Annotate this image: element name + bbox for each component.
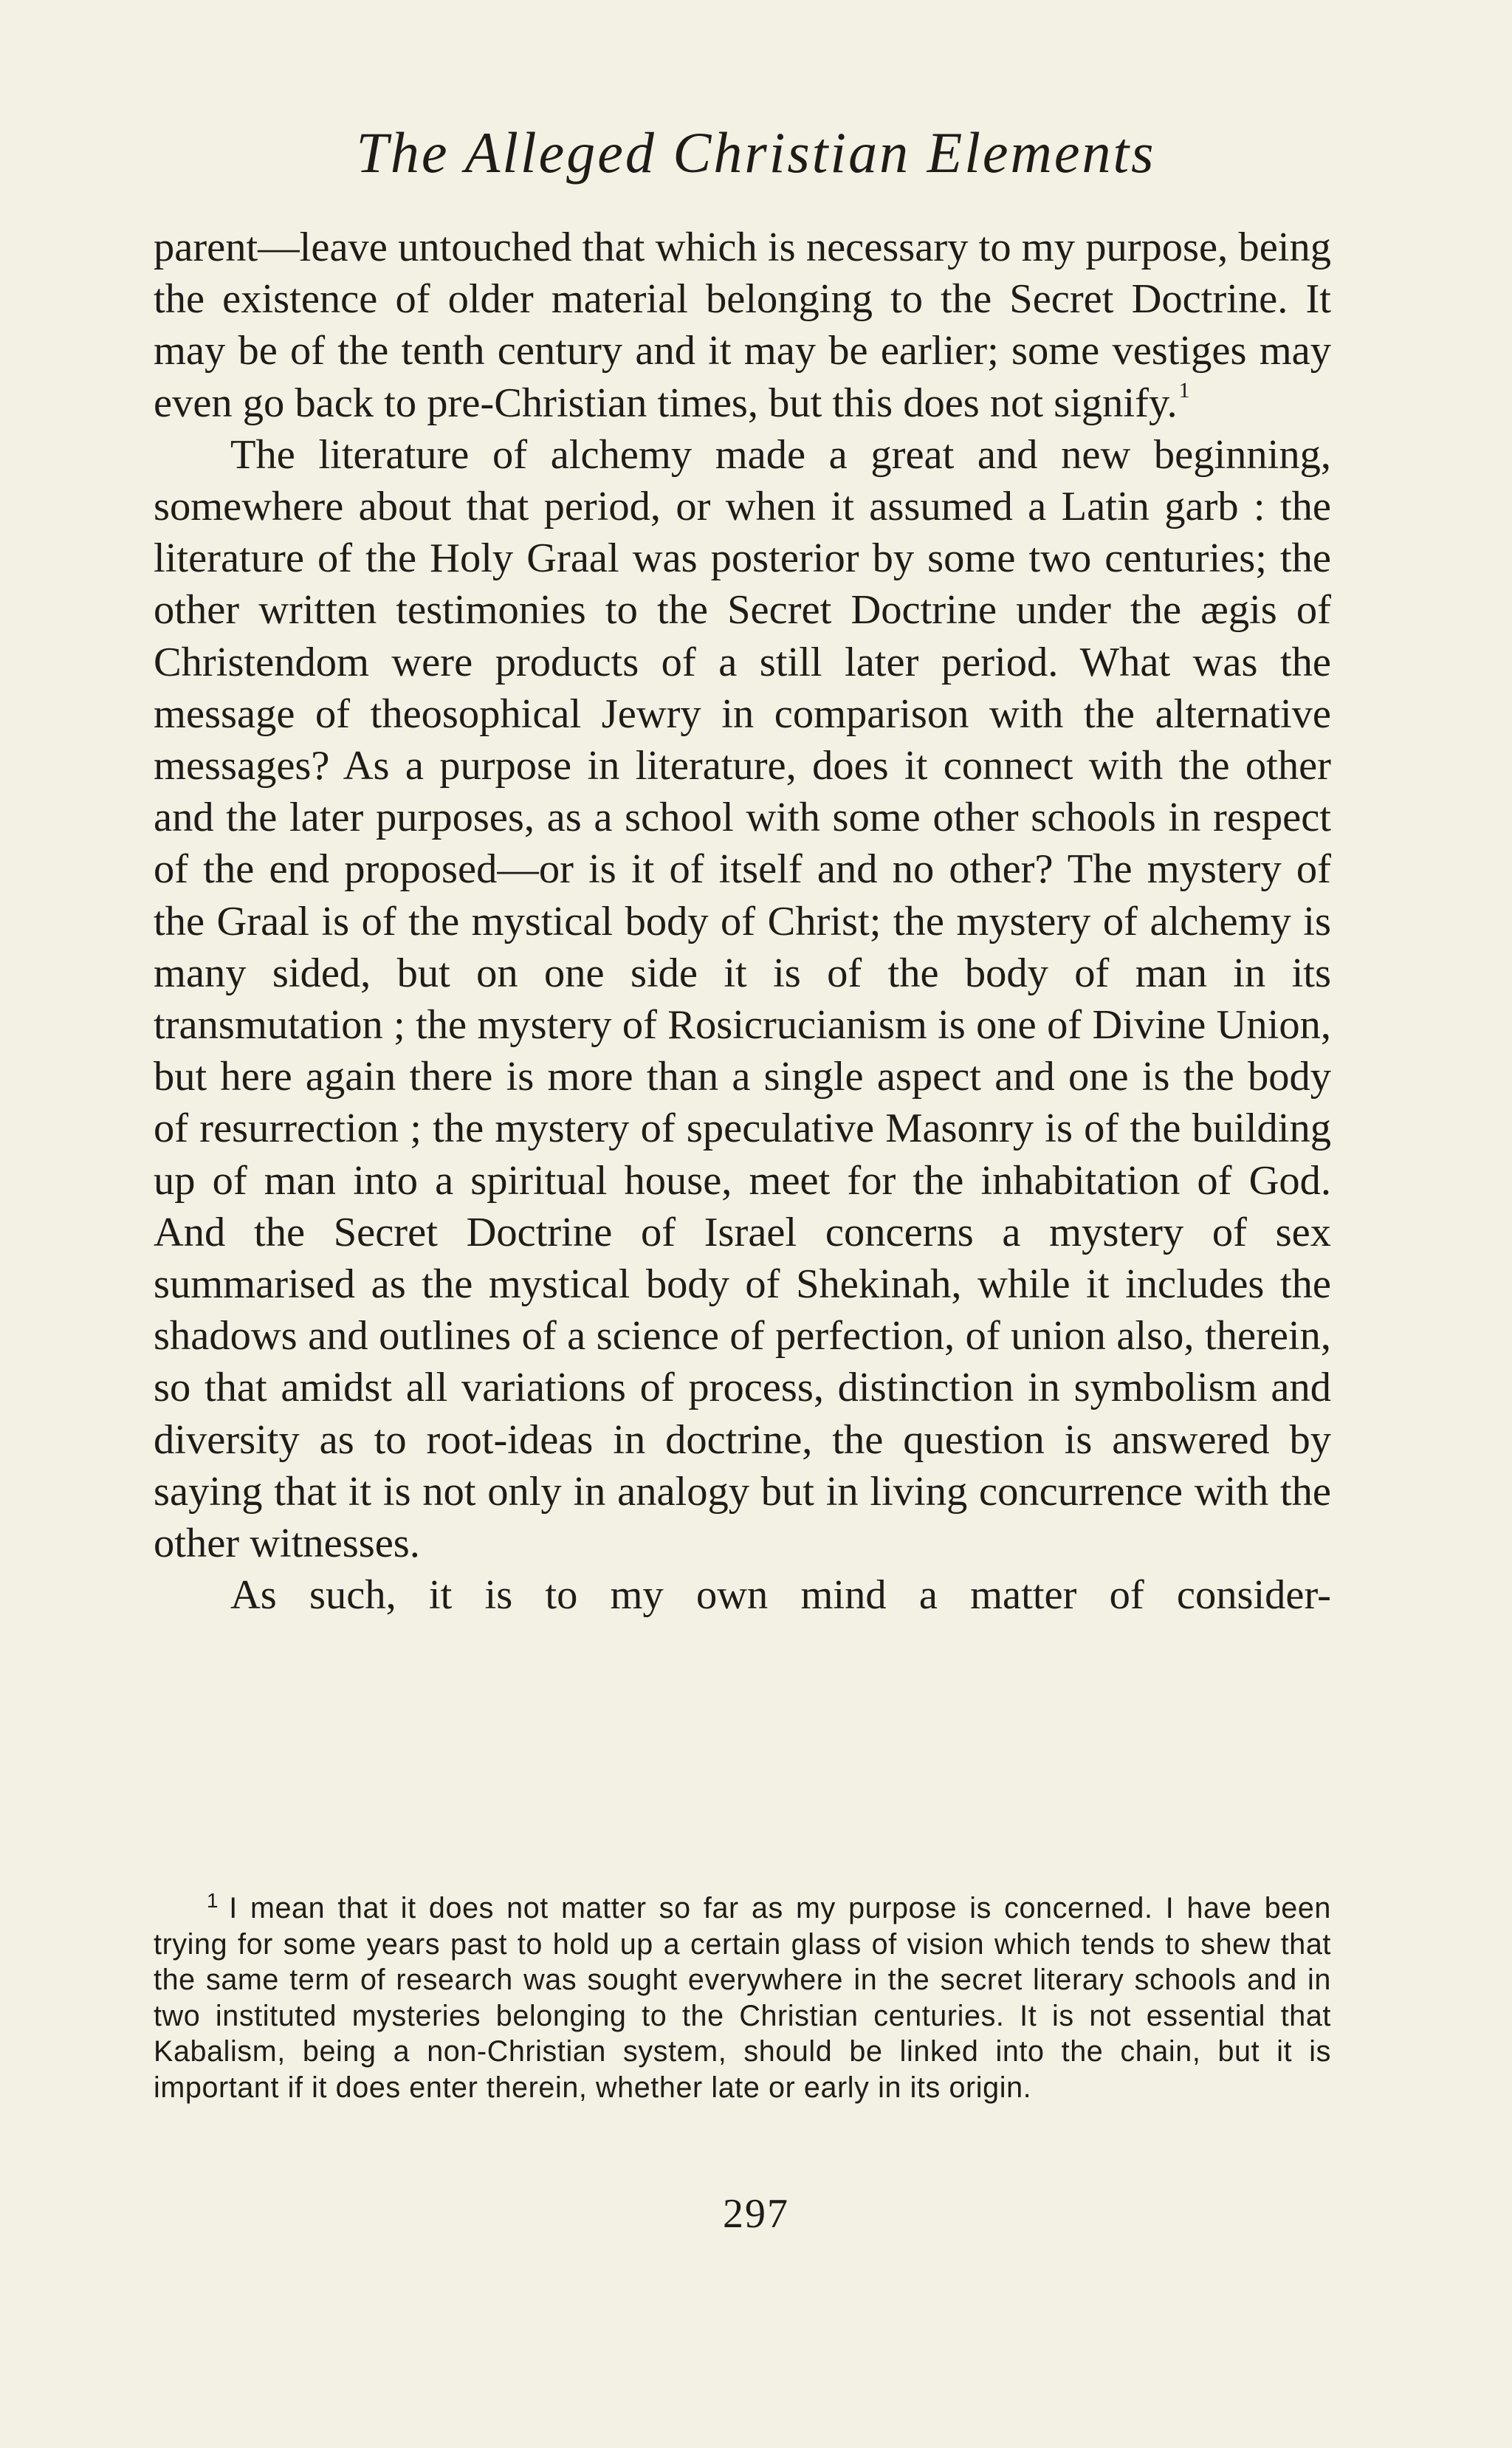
footnote: [154, 1890, 1331, 2105]
footnote-reference: 1: [1178, 377, 1190, 402]
paragraph-3: As such, it is to my own mind a matter of consider-: [230, 1572, 1331, 1619]
running-head: The Alleged Christian Elements: [356, 120, 1156, 185]
paragraph-2: The literature of alchemy made a great and new beginning, somewhere about that period, or when it assumed a Latin garb : the literature of the Holy Graal was posterior by some two centuries; the other written testimonies to the Secret Doctrine under the ægis of Christendom were products of a still later period. What was the message of theosophical Jewry in comparison with the alternative messages? As a purpose in literature, does it connect with the other and the later purposes, as a school with some other schools in respect of the end proposed—or is it of itself and no other? The mystery of the Graal is of the mystical body of Christ; the mystery of alchemy is many sided, but on one side it is of the body of man in its transmutation ; the mystery of Rosicrucianism is one of Divine Union, but here again there is more than a single aspect and one is the body of resurrection ; the mystery of speculative Masonry is of the building up of man into a spiritual house, meet for the inhabitation of God. And the Secret Doctrine of Israel concerns a mystery of sex summarised as the mystical body of Shekinah, while it includes the shadows and outlines of a science of perfection, of union also, therein, so that amidst all variations of process, distinction in symbolism and diversity as to root-ideas in doctrine, the question is answered by saying that it is not only in analogy but in living concurrence with the other witnesses.: [154, 431, 1331, 1567]
paragraph-1: [154, 222, 1331, 429]
footnote-text: I mean that it does not matter so far as my purpose is concerned. I have been trying for some years past to hold up a certain glass of vision which tends to shew that the same term of research was sought everywhere in the secret literary schools and in two instituted mysteries belonging to the Christian centuries. It is not essential that Kabalism, being a non-Christian system, should be linked into the chain, but it is important if it does enter therein, whether late or early in its origin.: [154, 1892, 1331, 2104]
footnote-marker: 1: [207, 1889, 219, 1912]
paragraph-1-text: parent—leave untouched that which is necessary to my purpose, being the existence of older material belonging to the Secret Doctrine. It may be of the tenth century and it may be earlier; some vestiges may even go back to pre-Christian times, but this does not signify.: [154, 224, 1331, 426]
body-text: [154, 222, 1331, 1621]
page-number: 297: [723, 2191, 789, 2237]
